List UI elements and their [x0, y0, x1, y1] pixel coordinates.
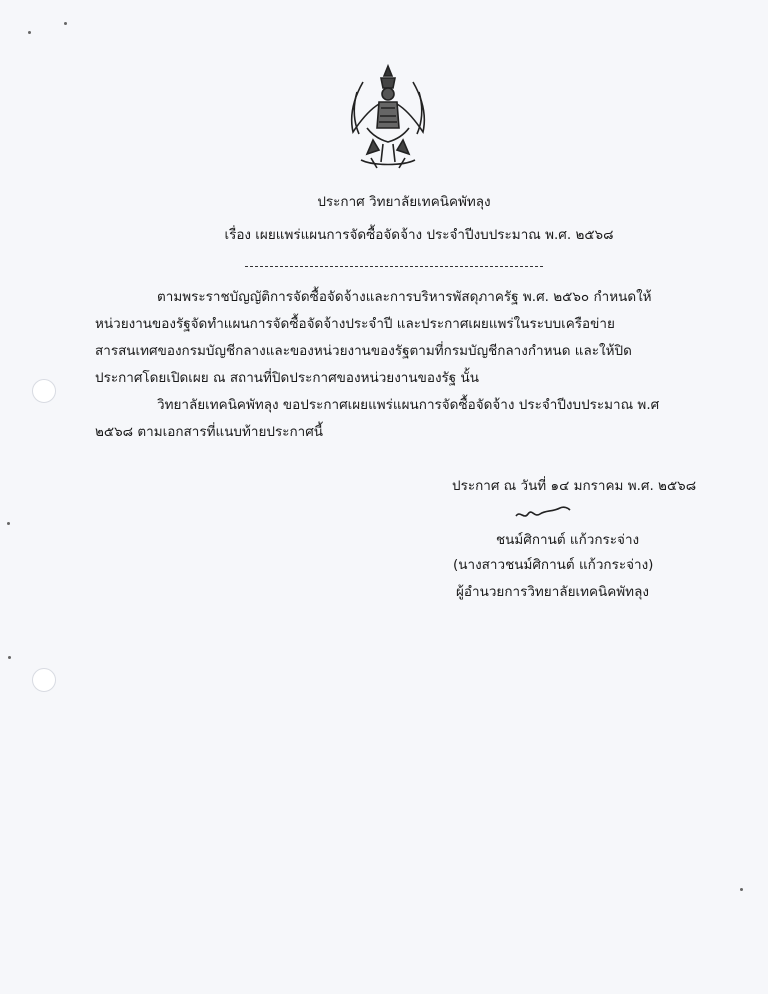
- body-paragraph-1: ตามพระราชบัญญัติการจัดซื้อจัดจ้างและการบริหารพัสดุภาครัฐ พ.ศ. ๒๕๖๐ กำหนดให้หน่วยงานของรัฐจัดทำแผนการจัดซื้อจัดจ้างประจำปี และประกาศเผยแพร่ในระบบเครือข่ายสารสนเทศของกรมบัญชีกลางและของหน่วยงานของรัฐตามที่กรมบัญชีกลางกำหนด และให้ปิดประกาศโดยเปิดเผย ณ สถานที่ปิดประกาศของหน่วยงานของรัฐ นั้น: [95, 289, 652, 386]
- scan-speck: [64, 22, 67, 25]
- dashed-divider: [245, 266, 543, 267]
- scan-speck: [7, 522, 10, 525]
- signer-full-name: (นางสาวชนม์ศิกานต์ แก้วกระจ่าง): [453, 557, 654, 573]
- handwritten-signature: [512, 504, 572, 524]
- signer-position: ผู้อำนวยการวิทยาลัยเทคนิคพัทลุง: [456, 584, 649, 600]
- body-paragraph-2: วิทยาลัยเทคนิคพัทลุง ขอประกาศเผยแพร่แผนการจัดซื้อจัดจ้าง ประจำปีงบประมาณ พ.ศ ๒๕๖๘ ตามเอกสารที่แนบท้ายประกาศนี้: [95, 397, 660, 440]
- signer-name: ชนม์ศิกานต์ แก้วกระจ่าง: [496, 532, 640, 548]
- announcement-date: ประกาศ ณ วันที่ ๑๔ มกราคม พ.ศ. ๒๕๖๘: [452, 478, 697, 494]
- announcement-title: ประกาศ วิทยาลัยเทคนิคพัทลุง: [317, 194, 491, 210]
- punch-hole: [32, 379, 56, 403]
- garuda-emblem-icon: [343, 62, 433, 172]
- punch-hole: [32, 668, 56, 692]
- scan-speck: [28, 31, 31, 34]
- scan-speck: [8, 656, 11, 659]
- announcement-subject: เรื่อง เผยแพร่แผนการจัดซื้อจัดจ้าง ประจำปีงบประมาณ พ.ศ. ๒๕๖๘: [224, 227, 614, 243]
- scan-speck: [740, 888, 743, 891]
